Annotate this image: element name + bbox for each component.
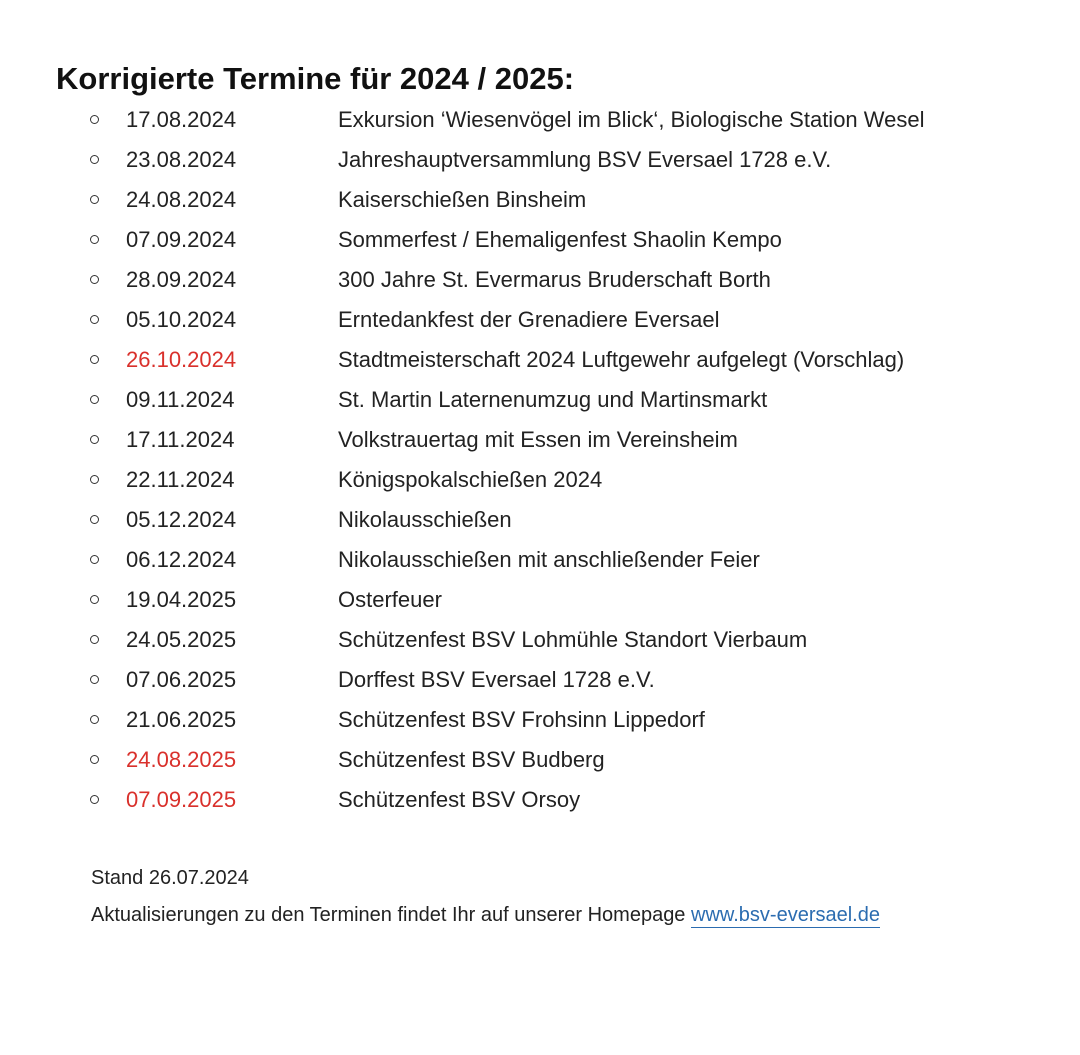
event-date: 24.08.2024 (126, 187, 237, 212)
event-name: Nikolausschießen (338, 507, 512, 532)
list-item (0, 180, 1080, 220)
event-name: Volkstrauertag mit Essen im Vereinsheim (338, 427, 738, 452)
event-name: Königspokalschießen 2024 (338, 467, 603, 492)
bullet-circle-icon (90, 235, 99, 244)
event-name: Nikolausschießen mit anschließender Feier (338, 547, 760, 572)
list-item (0, 260, 1080, 300)
event-name: Kaiserschießen Binsheim (338, 187, 587, 212)
event-name: 300 Jahre St. Evermarus Bruderschaft Borth (338, 267, 771, 292)
bullet-circle-icon (90, 435, 99, 444)
list-item (0, 540, 1080, 580)
list-item (0, 340, 1080, 380)
event-date: 28.09.2024 (126, 267, 237, 292)
bullet-circle-icon (90, 795, 99, 804)
event-date: 05.12.2024 (126, 507, 237, 532)
list-item (0, 660, 1080, 700)
bullet-circle-icon (90, 115, 99, 124)
event-date: 07.09.2024 (126, 227, 237, 252)
event-date: 22.11.2024 (126, 467, 235, 492)
bullet-circle-icon (90, 595, 99, 604)
list-item (0, 140, 1080, 180)
update-text: Aktualisierungen zu den Terminen findet Ihr auf unserer Homepage (91, 904, 691, 926)
bullet-circle-icon (90, 395, 99, 404)
bullet-circle-icon (90, 515, 99, 524)
event-name: Exkursion ‘Wiesenvögel im Blick‘, Biologische Station Wesel (338, 107, 925, 132)
list-item (0, 500, 1080, 540)
event-name: Schützenfest BSV Lohmühle Standort Vierbaum (338, 627, 808, 652)
list-item (0, 620, 1080, 660)
bullet-circle-icon (90, 155, 99, 164)
bullet-circle-icon (90, 315, 99, 324)
event-date: 06.12.2024 (126, 547, 237, 572)
event-name: Schützenfest BSV Orsoy (338, 787, 581, 812)
list-item (0, 420, 1080, 460)
event-date: 09.11.2024 (126, 387, 235, 412)
homepage-link[interactable]: www.bsv-eversael.de (691, 904, 880, 926)
event-name: Stadtmeisterschaft 2024 Luftgewehr aufgelegt (Vorschlag) (338, 347, 905, 372)
footer (91, 864, 880, 938)
list-item (0, 380, 1080, 420)
list-item (0, 220, 1080, 260)
list-item (0, 780, 1080, 820)
event-date: 24.05.2025 (126, 627, 237, 652)
event-name: Erntedankfest der Grenadiere Eversael (338, 307, 720, 332)
event-name: Jahreshauptversammlung BSV Eversael 1728 e.V. (338, 147, 832, 172)
list-item (0, 100, 1080, 140)
list-item (0, 700, 1080, 740)
event-date: 07.09.2025 (126, 787, 237, 812)
page-title: Korrigierte Termine für 2024 / 2025: (56, 60, 575, 96)
bullet-circle-icon (90, 675, 99, 684)
event-date: 07.06.2025 (126, 667, 237, 692)
list-item (0, 300, 1080, 340)
list-item (0, 580, 1080, 620)
bullet-circle-icon (90, 275, 99, 284)
bullet-circle-icon (90, 355, 99, 364)
event-date: 17.08.2024 (126, 107, 237, 132)
event-date: 05.10.2024 (126, 307, 237, 332)
bullet-circle-icon (90, 195, 99, 204)
list-item (0, 460, 1080, 500)
event-date: 19.04.2025 (126, 587, 237, 612)
bullet-circle-icon (90, 715, 99, 724)
event-date: 17.11.2024 (126, 427, 235, 452)
event-name: Schützenfest BSV Budberg (338, 747, 605, 772)
bullet-circle-icon (90, 555, 99, 564)
bullet-circle-icon (90, 755, 99, 764)
event-date: 24.08.2025 (126, 747, 237, 772)
event-name: Dorffest BSV Eversael 1728 e.V. (338, 667, 655, 692)
event-name: St. Martin Laternenumzug und Martinsmarkt (338, 387, 768, 412)
event-date: 21.06.2025 (126, 707, 237, 732)
update-note (91, 901, 880, 938)
event-name: Osterfeuer (338, 587, 442, 612)
event-name: Schützenfest BSV Frohsinn Lippedorf (338, 707, 705, 732)
list-item (0, 740, 1080, 780)
bullet-circle-icon (90, 635, 99, 644)
event-date: 26.10.2024 (126, 347, 237, 372)
bullet-circle-icon (90, 475, 99, 484)
event-list (0, 100, 1080, 820)
event-date: 23.08.2024 (126, 147, 237, 172)
stand-note: Stand 26.07.2024 (91, 867, 249, 889)
event-name: Sommerfest / Ehemaligenfest Shaolin Kempo (338, 227, 782, 252)
